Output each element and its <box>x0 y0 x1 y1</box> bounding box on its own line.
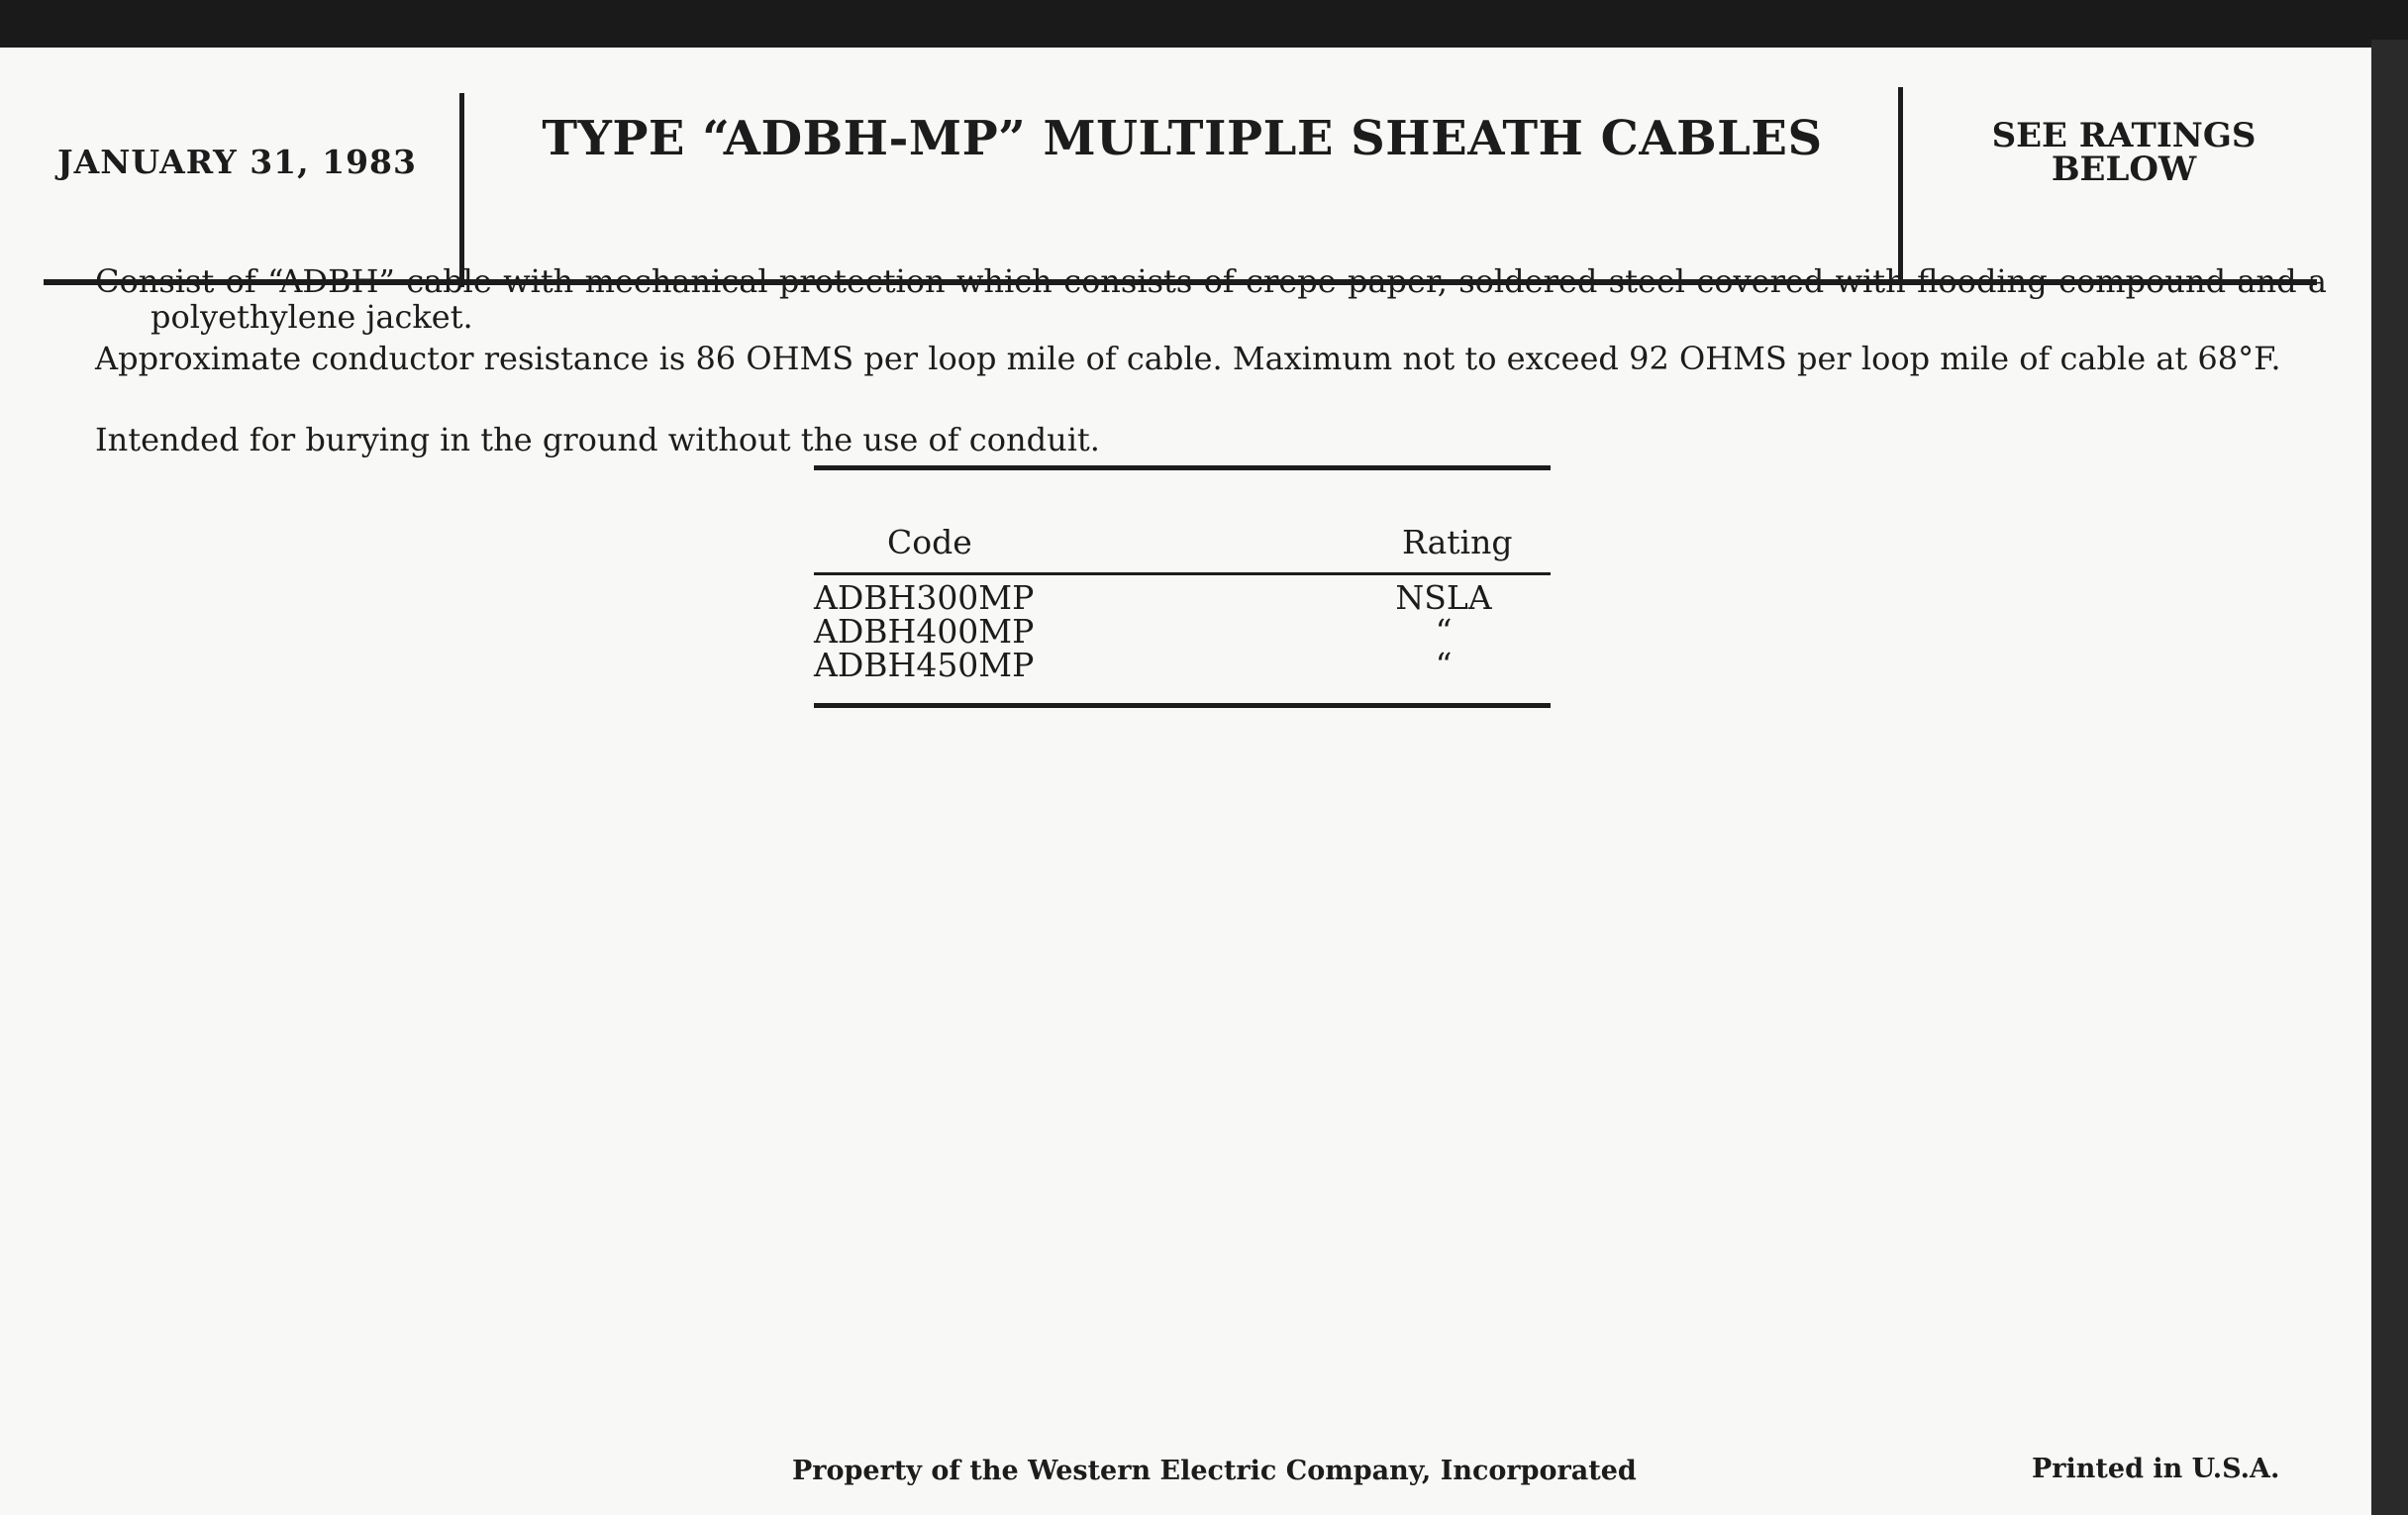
resistance-paragraph: Approximate conductor resistance is 86 OHMS per loop mile of cable. Maximum not to exceed 92 OHMS per loop mile of cable at 68°F. <box>95 340 2281 377</box>
usage-paragraph: Intended for burying in the ground without the use of conduit. <box>95 421 1100 458</box>
table-top-rule <box>814 465 1551 470</box>
column-header-code: Code <box>887 523 972 561</box>
document-title: TYPE “ADBH-MP” MULTIPLE SHEATH CABLES <box>542 111 1823 166</box>
cell-code: ADBH300MP <box>814 578 1035 617</box>
cell-code: ADBH400MP <box>814 612 1035 651</box>
column-header-rating: Rating <box>1402 523 1513 561</box>
cell-rating: “ <box>1435 612 1453 651</box>
table-bottom-rule <box>814 703 1551 708</box>
printed-notice: Printed in U.S.A. <box>2032 1454 2280 1484</box>
ratings-note <box>1906 116 2342 189</box>
table-header-rule <box>814 572 1551 575</box>
table-row <box>814 580 1551 616</box>
description-paragraph: Consist of “ADBH” cable with mechanical protection which consists of crepe paper, soldered steel covered with flooding compound and a polyethylene jacket. <box>95 262 2327 336</box>
property-notice: Property of the Western Electric Company, Incorporated <box>792 1456 1637 1486</box>
table-row <box>814 614 1551 650</box>
document-card <box>0 48 2371 1515</box>
table-row <box>814 648 1551 683</box>
ratings-note-line1: SEE RATINGS <box>1991 116 2257 155</box>
header-divider-right <box>1898 87 1903 281</box>
ratings-note-line2: BELOW <box>2051 150 2197 189</box>
scan-edge <box>2371 40 2408 1515</box>
cell-code: ADBH450MP <box>814 646 1035 684</box>
cell-rating: “ <box>1435 646 1453 684</box>
issue-date: JANUARY 31, 1983 <box>57 143 417 181</box>
cell-rating: NSLA <box>1395 578 1492 617</box>
